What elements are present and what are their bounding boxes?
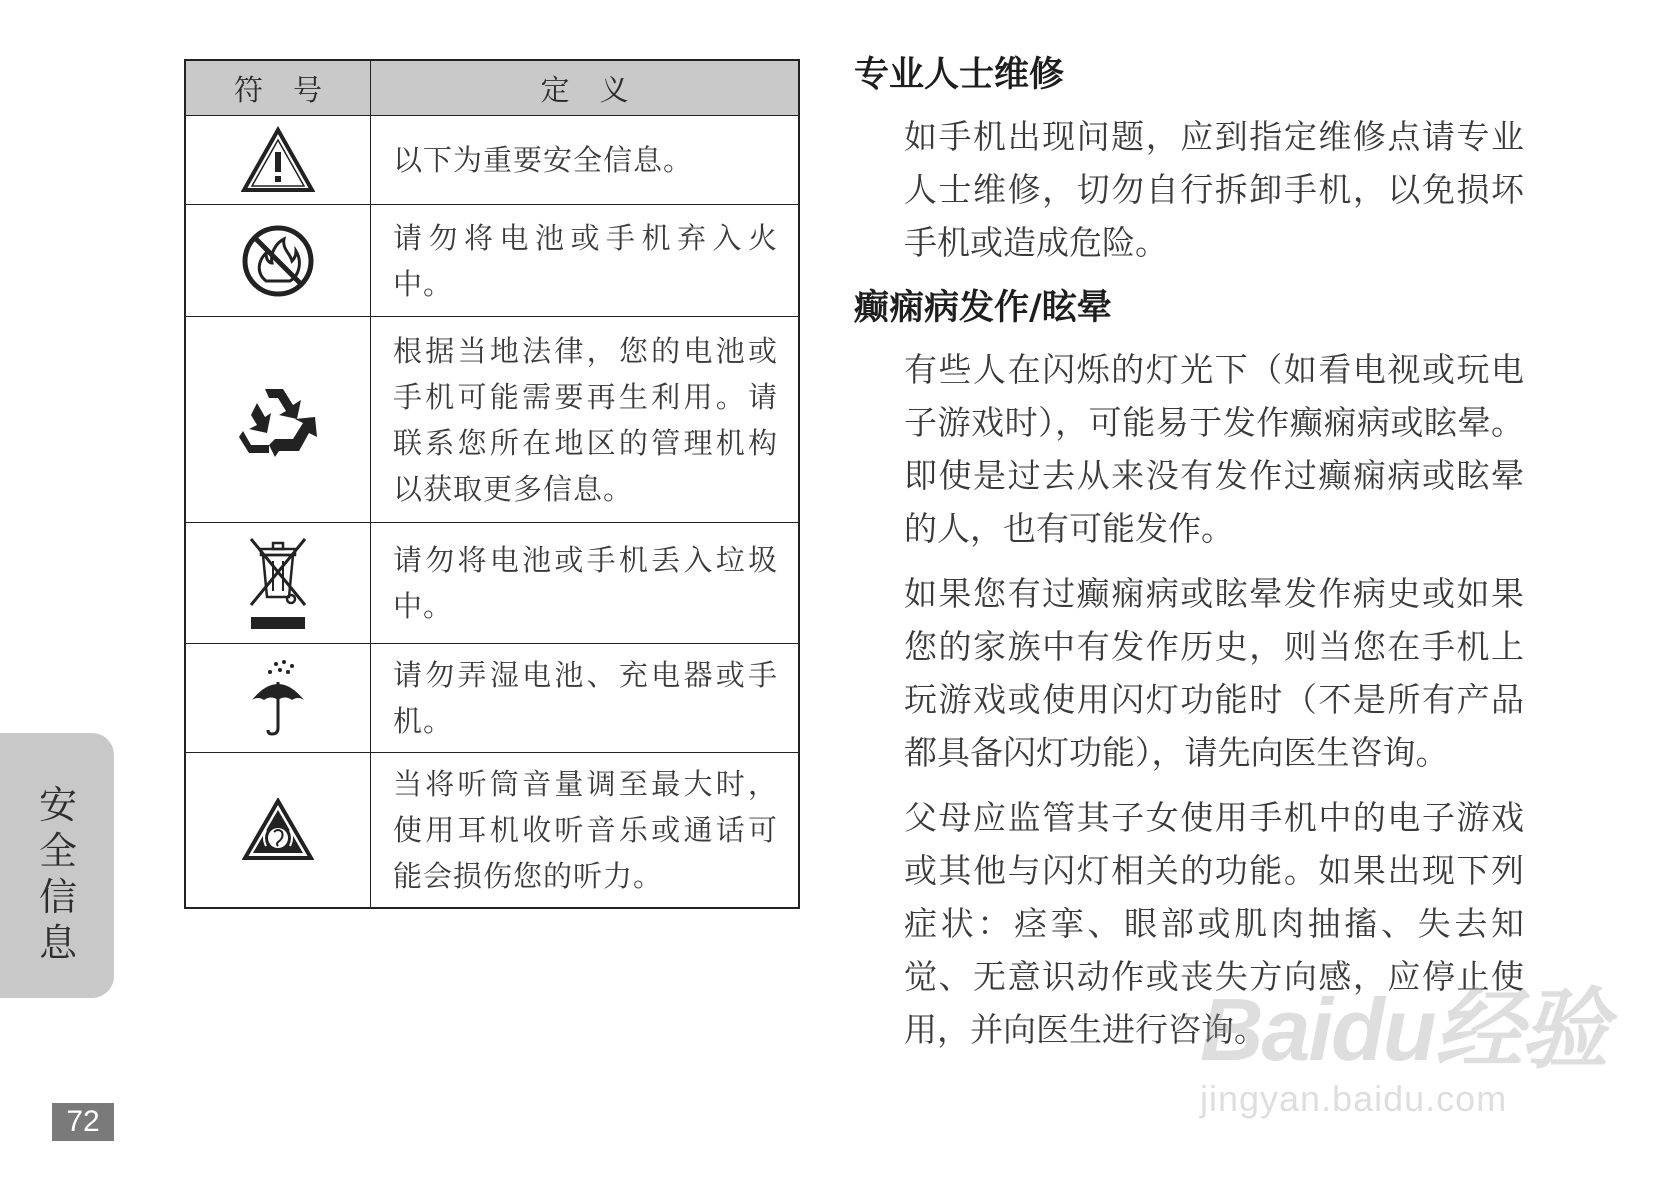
section-heading-repair: 专业人士维修 xyxy=(854,54,1065,95)
definition-text: 根据当地法律，您的电池或手机可能需要再生利用。请联系您所在地区的管理机构以获取更多信息。 xyxy=(371,317,800,523)
table-row xyxy=(185,205,799,317)
table-header-row xyxy=(185,60,799,116)
right-column xyxy=(856,50,1526,1068)
definition-text: 请勿将电池或手机弃入火中。 xyxy=(371,205,800,317)
hearing-warning-icon xyxy=(186,798,370,862)
recycle-icon xyxy=(186,381,370,459)
definition-text: 请勿将电池或手机丢入垃圾中。 xyxy=(371,523,800,644)
watermark-logo: Baidu经验 xyxy=(1200,980,1607,1079)
definition-text: 当将听筒音量调至最大时，使用耳机收听音乐或通话可能会损伤您的听力。 xyxy=(371,753,800,909)
table-row xyxy=(185,523,799,644)
paragraph: 如果您有过癫痫病或眩晕发作病史或如果您的家族中有发作历史，则当您在手机上玩游戏或使用闪灯功能时（不是所有产品都具备闪灯功能），请先向医生咨询。 xyxy=(904,574,1524,772)
table-row xyxy=(185,644,799,753)
warning-triangle-icon xyxy=(186,126,370,194)
paragraph: 父母应监管其子女使用手机中的电子游戏或其他与闪灯相关的功能。如果出现下列症状：痉挛、眼部或肌肉抽搐、失去知觉、无意识动作或丧失方向感，应停止使用，并向医生进行咨询。 xyxy=(904,798,1524,1049)
header-symbol: 符号 xyxy=(185,60,371,116)
table-row xyxy=(185,116,799,205)
section-heading-epilepsy: 癫痫病发作/眩晕 xyxy=(854,287,1112,328)
no-fire-icon xyxy=(186,223,370,299)
header-definition: 定义 xyxy=(371,60,800,116)
watermark-url: jingyan.baidu.com xyxy=(1200,1078,1508,1119)
paragraph: 有些人在闪烁的灯光下（如看电视或玩电子游戏时），可能易于发作癫痫病或眩晕。即使是过去从来没有发作过癫痫病或眩晕的人，也有可能发作。 xyxy=(904,350,1524,548)
page-number: 72 xyxy=(52,1103,114,1141)
table-row xyxy=(185,753,799,909)
paragraph: 如手机出现问题，应到指定维修点请专业人士维修，切勿自行拆卸手机，以免损坏手机或造成危险。 xyxy=(904,117,1524,262)
definition-text: 请勿弄湿电池、充电器或手机。 xyxy=(371,644,800,753)
table-row xyxy=(185,317,799,523)
side-tab-label: 安全信息 xyxy=(38,783,77,965)
symbols-table xyxy=(184,59,800,909)
umbrella-rain-icon xyxy=(186,658,370,738)
definition-text: 以下为重要安全信息。 xyxy=(371,116,800,205)
crossed-bin-icon xyxy=(186,535,370,631)
watermark xyxy=(1200,960,1620,1130)
